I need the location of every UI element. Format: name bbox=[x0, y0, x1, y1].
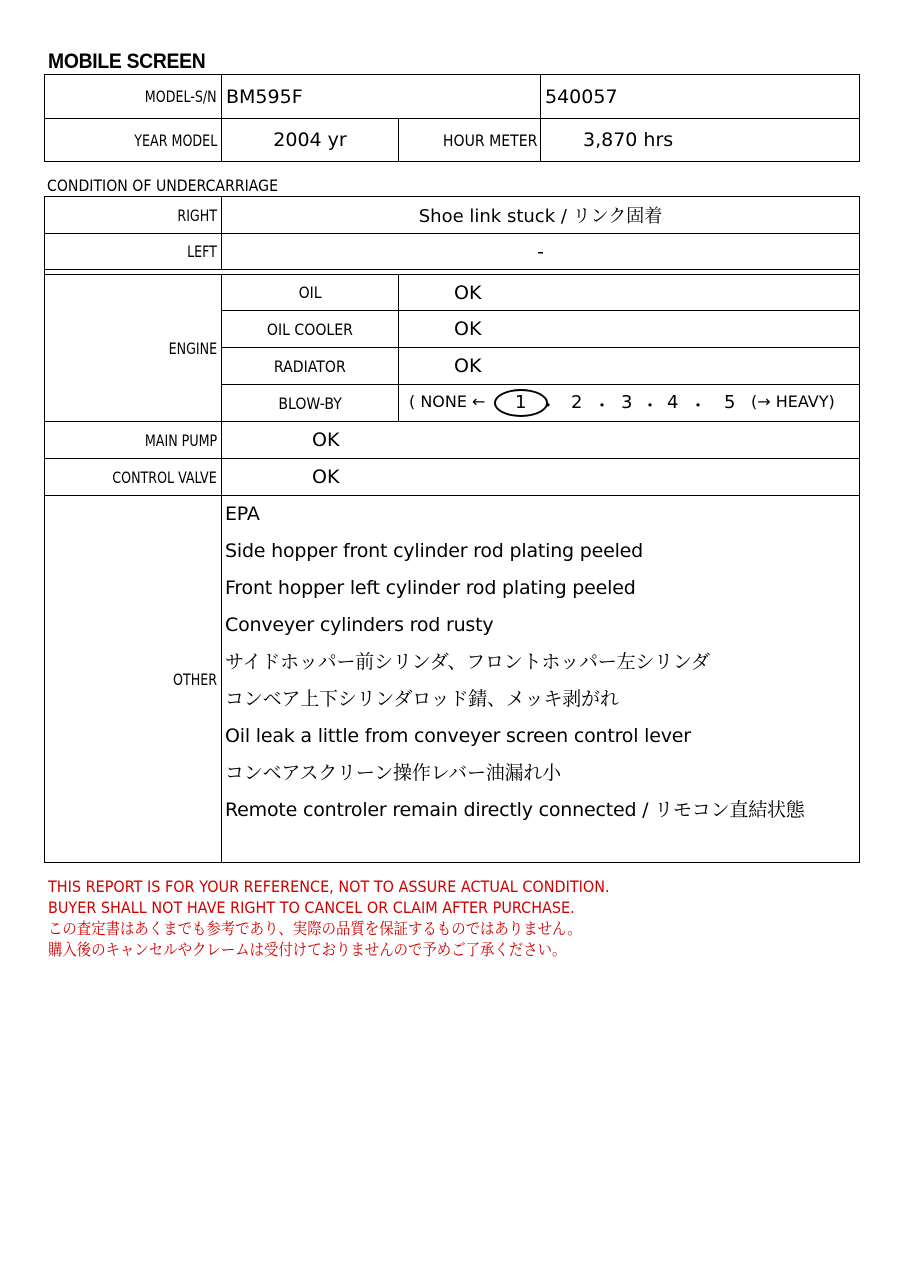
engine-radiator-value: OK bbox=[399, 348, 860, 385]
header-table bbox=[44, 74, 860, 162]
control-valve-label: CONTROL VALVE bbox=[45, 459, 222, 496]
year-model-value: 2004 yr bbox=[222, 119, 399, 162]
disclaimer-line: 購入後のキャンセルやクレームは受付けておりませんので予めご了承ください。 bbox=[48, 940, 567, 959]
engine-label: ENGINE bbox=[45, 275, 222, 422]
blowby-level-3: 3 bbox=[621, 392, 633, 413]
hour-meter-label: HOUR METER bbox=[399, 119, 541, 162]
engine-oil-cooler-label: OIL COOLER bbox=[222, 311, 399, 348]
page-title: MOBILE SCREEN bbox=[48, 50, 206, 73]
main-pump-label: MAIN PUMP bbox=[45, 422, 222, 459]
other-line: Oil leak a little from conveyer screen control lever bbox=[225, 725, 691, 747]
blowby-scale bbox=[399, 385, 860, 422]
disclaimer-notice bbox=[48, 876, 672, 960]
condition-table bbox=[44, 196, 860, 863]
serial-value: 540057 bbox=[541, 75, 860, 119]
blowby-level-5: 5 bbox=[724, 392, 736, 413]
other-line: Conveyer cylinders rod rusty bbox=[225, 614, 494, 636]
blowby-level-1: 1 bbox=[515, 392, 527, 413]
blowby-level-4: 4 bbox=[667, 392, 679, 413]
disclaimer-line: BUYER SHALL NOT HAVE RIGHT TO CANCEL OR CLAIM AFTER PURCHASE. bbox=[48, 898, 575, 917]
blowby-level-2: 2 bbox=[571, 392, 583, 413]
undercarriage-section-label: CONDITION OF UNDERCARRIAGE bbox=[47, 176, 278, 195]
blowby-heavy-label: (→ HEAVY) bbox=[751, 392, 835, 411]
engine-oil-cooler-value: OK bbox=[399, 311, 860, 348]
other-line: コンベアスクリーン操作レバー油漏れ小 bbox=[225, 762, 561, 784]
other-line: サイドホッパー前シリンダ、フロントホッパー左シリンダ bbox=[225, 651, 710, 673]
other-line: Front hopper left cylinder rod plating peeled bbox=[225, 577, 636, 599]
other-line: コンベア上下シリンダロッド錆、メッキ剥がれ bbox=[225, 688, 619, 710]
blowby-dot-1: ・ bbox=[539, 396, 557, 417]
other-notes bbox=[222, 496, 860, 863]
other-label: OTHER bbox=[45, 496, 222, 863]
control-valve-value: OK bbox=[222, 459, 860, 496]
blowby-dot-3: ・ bbox=[641, 396, 659, 417]
other-line: EPA bbox=[225, 503, 260, 525]
hour-meter-value: 3,870 hrs bbox=[541, 119, 860, 162]
other-line: Side hopper front cylinder rod plating peeled bbox=[225, 540, 644, 562]
engine-radiator-label: RADIATOR bbox=[222, 348, 399, 385]
undercarriage-left-label: LEFT bbox=[45, 234, 222, 270]
engine-oil-value: OK bbox=[399, 275, 860, 311]
model-sn-label: MODEL-S/N bbox=[45, 75, 222, 119]
undercarriage-right-value: Shoe link stuck / リンク固着 bbox=[222, 197, 860, 234]
disclaimer-line: この査定書はあくまでも参考であり、実際の品質を保証するものではありません。 bbox=[48, 919, 582, 938]
blowby-none-label: ( NONE ← bbox=[409, 392, 486, 411]
main-pump-value: OK bbox=[222, 422, 860, 459]
other-line: Remote controler remain directly connected / リモコン直結状態 bbox=[225, 799, 805, 821]
engine-blowby-label: BLOW-BY bbox=[222, 385, 399, 422]
undercarriage-left-value: - bbox=[222, 234, 860, 270]
blowby-dot-2: ・ bbox=[593, 396, 611, 417]
undercarriage-right-label: RIGHT bbox=[45, 197, 222, 234]
disclaimer-line: THIS REPORT IS FOR YOUR REFERENCE, NOT TO ASSURE ACTUAL CONDITION. bbox=[48, 877, 610, 896]
year-model-label: YEAR MODEL bbox=[45, 119, 222, 162]
model-value: BM595F bbox=[222, 75, 541, 119]
blowby-dot-4: ・ bbox=[689, 396, 707, 417]
engine-oil-label: OIL bbox=[222, 275, 399, 311]
